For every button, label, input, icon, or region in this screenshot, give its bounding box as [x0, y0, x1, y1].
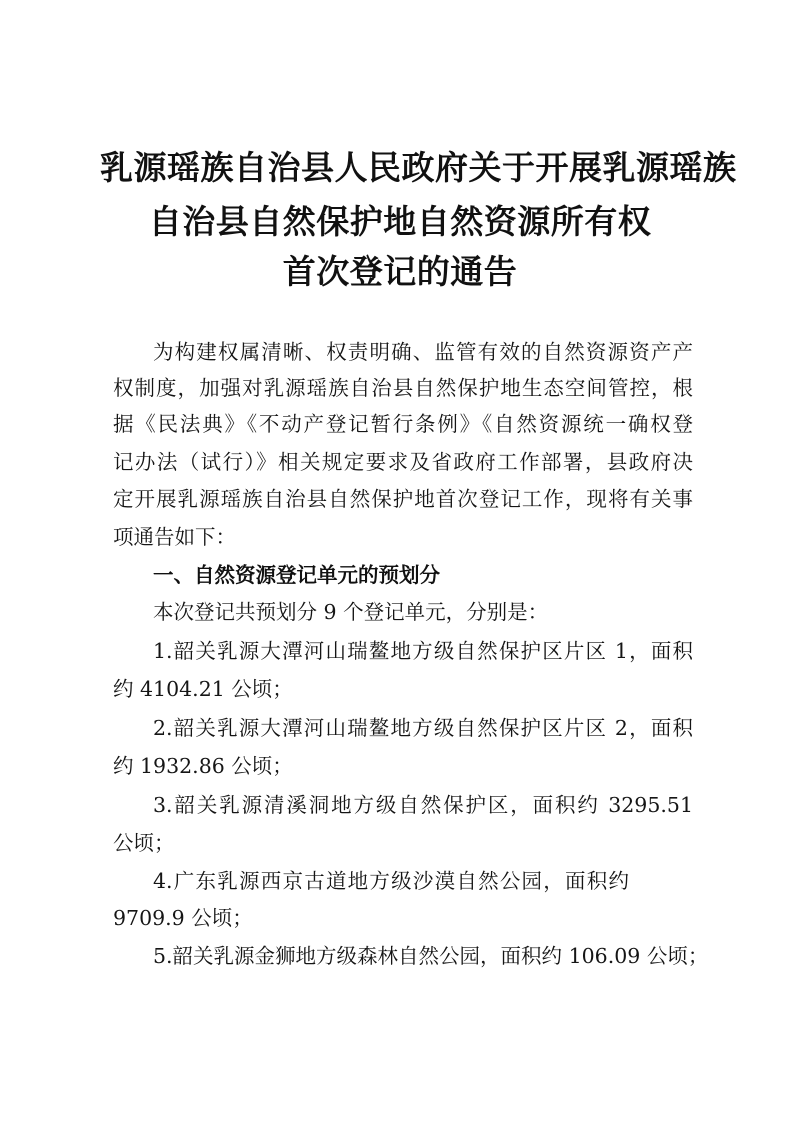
list-item-line: 公顷； [113, 831, 175, 855]
list-item-line: 约 1932.86 公顷； [113, 754, 293, 778]
list-item-line: 1.韶关乳源大潭河山瑞鳌地方级自然保护区片区 1，面积 [153, 639, 693, 663]
list-item-line: 约 4104.21 公顷； [113, 677, 293, 701]
intro-paragraph-line: 权制度，加强对乳源瑶族自治县自然保护地生态空间管控，根 [113, 376, 693, 400]
document-title-line-2: 自治县自然保护地自然资源所有权 [148, 202, 652, 241]
intro-paragraph-line: 据《民法典》《不动产登记暂行条例》《自然资源统一确权登 [113, 412, 693, 436]
section-intro: 本次登记共预划分 9 个登记单元，分别是： [153, 600, 549, 624]
list-item-line: 3.韶关乳源清溪洞地方级自然保护区，面积约 3295.51 [153, 793, 693, 817]
list-item-line: 5.韶关乳源金狮地方级森林自然公园，面积约 106.09 公顷； [153, 944, 709, 968]
document-title-line-3: 首次登记的通告 [282, 252, 518, 291]
intro-paragraph-line: 为构建权属清晰、权责明确、监管有效的自然资源资产产 [153, 340, 693, 364]
intro-paragraph-line: 记办法（试行）》相关规定要求及省政府工作部署，县政府决 [113, 450, 693, 474]
intro-paragraph-line: 定开展乳源瑶族自治县自然保护地首次登记工作，现将有关事 [113, 487, 693, 511]
document-title-line-1: 乳源瑶族自治县人民政府关于开展乳源瑶族 [100, 148, 737, 187]
list-item-line: 2.韶关乳源大潭河山瑞鳌地方级自然保护区片区 2，面积 [153, 716, 693, 740]
list-item-line: 9709.9 公顷； [113, 906, 253, 930]
section-heading: 一、自然资源登记单元的预划分 [153, 563, 440, 587]
intro-paragraph-line: 项通告如下： [113, 525, 236, 549]
list-item-line: 4.广东乳源西京古道地方级沙漠自然公园，面积约 [153, 869, 629, 893]
